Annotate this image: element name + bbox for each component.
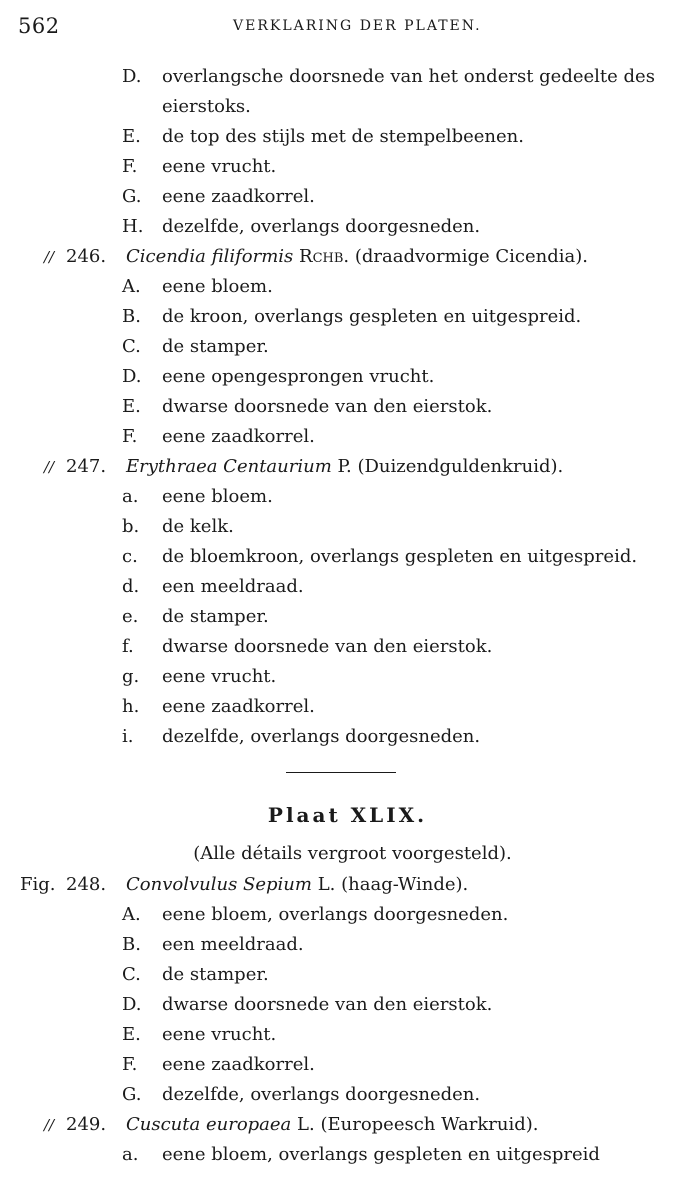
item-key: F. bbox=[122, 156, 138, 177]
list-item bbox=[0, 662, 685, 692]
list-item bbox=[0, 272, 685, 302]
species-author: P. bbox=[337, 456, 352, 477]
list-item bbox=[0, 1080, 685, 1110]
list-item bbox=[0, 1050, 685, 1080]
list-item bbox=[0, 122, 685, 152]
list-item bbox=[0, 1140, 685, 1170]
item-text: eene opengesprongen vrucht. bbox=[162, 366, 435, 387]
figure-number: 248. bbox=[66, 874, 107, 895]
species-author: L. bbox=[297, 1114, 315, 1135]
divider-line bbox=[286, 772, 396, 773]
item-text: de stamper. bbox=[162, 606, 269, 627]
item-key: G. bbox=[122, 1084, 142, 1105]
ditto-mark: // bbox=[44, 458, 55, 476]
item-text: de kroon, overlangs gespleten en uitgespreid. bbox=[162, 306, 582, 327]
item-text: eene vrucht. bbox=[162, 1024, 277, 1045]
list-item bbox=[0, 62, 685, 92]
list-item bbox=[0, 930, 685, 960]
item-text: eene bloem. bbox=[162, 276, 273, 297]
list-item bbox=[0, 900, 685, 930]
item-text: eene zaadkorrel. bbox=[162, 186, 315, 207]
item-text: dwarse doorsnede van den eierstok. bbox=[162, 994, 493, 1015]
species-author: Rchb. bbox=[299, 246, 350, 267]
item-text: eene bloem, overlangs doorgesneden. bbox=[162, 904, 509, 925]
list-item bbox=[0, 392, 685, 422]
species-line bbox=[126, 1110, 539, 1140]
item-text: de kelk. bbox=[162, 516, 234, 537]
item-text: eene vrucht. bbox=[162, 666, 277, 687]
item-text: dwarse doorsnede van den eierstok. bbox=[162, 396, 493, 417]
section-divider bbox=[0, 752, 685, 792]
item-text: eene zaadkorrel. bbox=[162, 1054, 315, 1075]
figure-entry-246 bbox=[0, 242, 685, 272]
running-head: VERKLARING DER PLATEN. bbox=[233, 18, 482, 34]
item-key: F. bbox=[122, 1054, 138, 1075]
species-name: Cuscuta europaea bbox=[126, 1114, 292, 1135]
list-item bbox=[0, 212, 685, 242]
item-key: B. bbox=[122, 934, 141, 955]
item-text: een meeldraad. bbox=[162, 934, 304, 955]
item-text: dezelfde, overlangs doorgesneden. bbox=[162, 216, 481, 237]
item-text: de stamper. bbox=[162, 336, 269, 357]
item-text: eene zaadkorrel. bbox=[162, 426, 315, 447]
item-key: F. bbox=[122, 426, 138, 447]
item-key: A. bbox=[122, 276, 141, 297]
species-line bbox=[126, 870, 468, 900]
list-item bbox=[0, 572, 685, 602]
item-key: D. bbox=[122, 66, 142, 87]
common-name: (Europeesch Warkruid). bbox=[320, 1114, 539, 1135]
item-key: D. bbox=[122, 366, 142, 387]
list-item bbox=[0, 722, 685, 752]
item-text: overlangsche doorsnede van het onderst gedeelte des bbox=[162, 66, 655, 87]
item-text: een meeldraad. bbox=[162, 576, 304, 597]
species-name: Convolvulus Sepium bbox=[126, 874, 312, 895]
item-key: E. bbox=[122, 396, 141, 417]
item-text: de stamper. bbox=[162, 964, 269, 985]
list-item bbox=[0, 692, 685, 722]
list-item bbox=[0, 302, 685, 332]
list-item bbox=[0, 482, 685, 512]
species-line bbox=[126, 452, 563, 482]
item-key: d. bbox=[122, 576, 140, 597]
item-key: h. bbox=[122, 696, 140, 717]
list-item bbox=[0, 152, 685, 182]
item-key: e. bbox=[122, 606, 139, 627]
species-name: Erythraea Centaurium bbox=[126, 456, 332, 477]
item-key: E. bbox=[122, 1024, 141, 1045]
figure-entry-248 bbox=[0, 870, 685, 900]
figure-label: Fig. bbox=[20, 874, 56, 895]
list-item bbox=[0, 602, 685, 632]
figure-entry-249 bbox=[0, 1110, 685, 1140]
item-text: eene vrucht. bbox=[162, 156, 277, 177]
common-name: (haag-Winde). bbox=[341, 874, 469, 895]
plate-title: Plaat XLIX. bbox=[267, 803, 428, 827]
item-text: eierstoks. bbox=[162, 96, 251, 117]
list-item bbox=[0, 332, 685, 362]
item-key: g. bbox=[122, 666, 140, 687]
item-key: H. bbox=[122, 216, 144, 237]
item-key: A. bbox=[122, 904, 141, 925]
item-text: de top des stijls met de stempelbeenen. bbox=[162, 126, 524, 147]
figure-number: 247. bbox=[66, 456, 107, 477]
item-key: a. bbox=[122, 486, 139, 507]
common-name: (Duizendguldenkruid). bbox=[357, 456, 564, 477]
item-text: dwarse doorsnede van den eierstok. bbox=[162, 636, 493, 657]
species-line bbox=[126, 242, 588, 272]
figure-number: 249. bbox=[66, 1114, 107, 1135]
list-item bbox=[0, 990, 685, 1020]
item-text: eene bloem. bbox=[162, 486, 273, 507]
item-key: B. bbox=[122, 306, 141, 327]
item-key: f. bbox=[122, 636, 134, 657]
item-text: eene bloem, overlangs gespleten en uitgespreid bbox=[162, 1144, 600, 1165]
ditto-mark: // bbox=[44, 248, 55, 266]
page-body bbox=[0, 62, 685, 1170]
list-item bbox=[0, 182, 685, 212]
item-text: de bloemkroon, overlangs gespleten en uitgespreid. bbox=[162, 546, 638, 567]
list-item bbox=[0, 512, 685, 542]
item-text: dezelfde, overlangs doorgesneden. bbox=[162, 726, 481, 747]
item-key: E. bbox=[122, 126, 141, 147]
list-item-continuation bbox=[0, 92, 685, 122]
figure-number: 246. bbox=[66, 246, 107, 267]
species-name: Cicendia filiformis bbox=[126, 246, 294, 267]
item-key: G. bbox=[122, 186, 142, 207]
item-key: C. bbox=[122, 336, 141, 357]
item-key: c. bbox=[122, 546, 138, 567]
item-key: i. bbox=[122, 726, 134, 747]
item-key: b. bbox=[122, 516, 140, 537]
common-name: (draadvormige Cicendia). bbox=[354, 246, 588, 267]
page-number: 562 bbox=[18, 14, 60, 38]
item-text: dezelfde, overlangs doorgesneden. bbox=[162, 1084, 481, 1105]
list-item bbox=[0, 542, 685, 572]
list-item bbox=[0, 960, 685, 990]
ditto-mark: // bbox=[44, 1116, 55, 1134]
figure-entry-247 bbox=[0, 452, 685, 482]
species-author: L. bbox=[317, 874, 336, 895]
list-item bbox=[0, 422, 685, 452]
item-text: eene zaadkorrel. bbox=[162, 696, 315, 717]
list-item bbox=[0, 632, 685, 662]
item-key: a. bbox=[122, 1144, 139, 1165]
item-key: C. bbox=[122, 964, 141, 985]
list-item bbox=[0, 1020, 685, 1050]
page-header bbox=[18, 14, 685, 44]
list-item bbox=[0, 362, 685, 392]
item-key: D. bbox=[122, 994, 142, 1015]
plate-subtitle: (Alle détails vergroot voorgesteld). bbox=[193, 843, 512, 864]
